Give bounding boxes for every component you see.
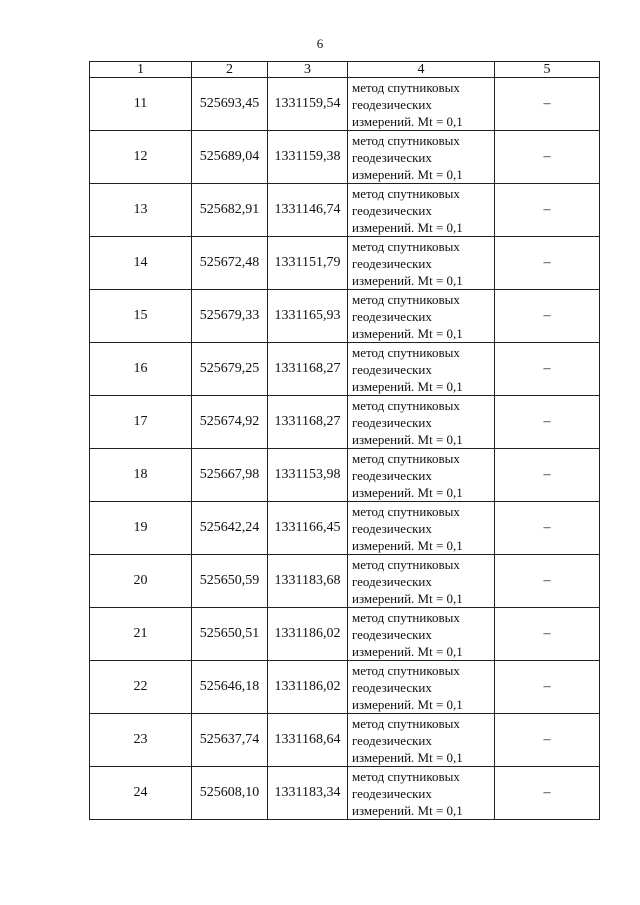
method-line: метод спутниковых bbox=[352, 556, 460, 572]
coordinate-y-cell: 1331186,02 bbox=[268, 661, 348, 714]
column-header-3: 3 bbox=[268, 62, 348, 78]
note-cell: – bbox=[495, 661, 600, 714]
table-row bbox=[90, 767, 600, 820]
coordinate-x-cell: 525667,98 bbox=[192, 449, 268, 502]
method-line: метод спутниковых bbox=[352, 79, 460, 95]
table-row bbox=[90, 290, 600, 343]
table-row bbox=[90, 237, 600, 290]
table-header-row bbox=[90, 62, 600, 78]
method-line: геодезических bbox=[352, 149, 432, 165]
point-number-cell: 15 bbox=[90, 290, 192, 343]
method-line: геодезических bbox=[352, 520, 432, 536]
method-line: метод спутниковых bbox=[352, 768, 460, 784]
coordinate-x-cell: 525608,10 bbox=[192, 767, 268, 820]
method-line: геодезических bbox=[352, 255, 432, 271]
method-line: геодезических bbox=[352, 96, 432, 112]
method-line: геодезических bbox=[352, 785, 432, 801]
note-cell: – bbox=[495, 290, 600, 343]
coordinates-table bbox=[89, 61, 600, 820]
method-line: геодезических bbox=[352, 202, 432, 218]
point-number-cell: 24 bbox=[90, 767, 192, 820]
point-number-cell: 16 bbox=[90, 343, 192, 396]
table-row bbox=[90, 184, 600, 237]
method-line: метод спутниковых bbox=[352, 344, 460, 360]
method-cell bbox=[348, 131, 495, 184]
note-cell: – bbox=[495, 131, 600, 184]
method-line: метод спутниковых bbox=[352, 503, 460, 519]
method-line: измерений. Mt = 0,1 bbox=[352, 431, 463, 447]
method-line: метод спутниковых bbox=[352, 238, 460, 254]
coordinate-x-cell: 525679,33 bbox=[192, 290, 268, 343]
coordinate-x-cell: 525682,91 bbox=[192, 184, 268, 237]
coordinate-y-cell: 1331186,02 bbox=[268, 608, 348, 661]
coordinate-x-cell: 525674,92 bbox=[192, 396, 268, 449]
note-cell: – bbox=[495, 502, 600, 555]
method-line: измерений. Mt = 0,1 bbox=[352, 696, 463, 712]
coordinate-x-cell: 525650,59 bbox=[192, 555, 268, 608]
method-line: метод спутниковых bbox=[352, 662, 460, 678]
coordinate-x-cell: 525679,25 bbox=[192, 343, 268, 396]
method-cell bbox=[348, 343, 495, 396]
table-row bbox=[90, 661, 600, 714]
method-line: метод спутниковых bbox=[352, 291, 460, 307]
method-line: измерений. Mt = 0,1 bbox=[352, 537, 463, 553]
method-cell bbox=[348, 78, 495, 131]
note-cell: – bbox=[495, 78, 600, 131]
note-cell: – bbox=[495, 449, 600, 502]
method-line: измерений. Mt = 0,1 bbox=[352, 378, 463, 394]
coordinate-y-cell: 1331159,54 bbox=[268, 78, 348, 131]
coordinate-x-cell: 525650,51 bbox=[192, 608, 268, 661]
method-cell bbox=[348, 449, 495, 502]
coordinate-y-cell: 1331168,27 bbox=[268, 343, 348, 396]
note-cell: – bbox=[495, 396, 600, 449]
table-row bbox=[90, 78, 600, 131]
method-line: измерений. Mt = 0,1 bbox=[352, 325, 463, 341]
method-line: метод спутниковых bbox=[352, 450, 460, 466]
coordinate-y-cell: 1331183,34 bbox=[268, 767, 348, 820]
method-line: геодезических bbox=[352, 308, 432, 324]
method-line: геодезических bbox=[352, 732, 432, 748]
point-number-cell: 18 bbox=[90, 449, 192, 502]
coordinate-y-cell: 1331153,98 bbox=[268, 449, 348, 502]
coordinate-x-cell: 525637,74 bbox=[192, 714, 268, 767]
method-cell bbox=[348, 184, 495, 237]
point-number-cell: 11 bbox=[90, 78, 192, 131]
method-line: геодезических bbox=[352, 467, 432, 483]
coordinate-x-cell: 525646,18 bbox=[192, 661, 268, 714]
point-number-cell: 20 bbox=[90, 555, 192, 608]
method-line: геодезических bbox=[352, 573, 432, 589]
column-header-1: 1 bbox=[90, 62, 192, 78]
method-line: метод спутниковых bbox=[352, 132, 460, 148]
table-row bbox=[90, 502, 600, 555]
method-line: измерений. Mt = 0,1 bbox=[352, 113, 463, 129]
method-line: измерений. Mt = 0,1 bbox=[352, 166, 463, 182]
note-cell: – bbox=[495, 184, 600, 237]
method-cell bbox=[348, 237, 495, 290]
point-number-cell: 14 bbox=[90, 237, 192, 290]
table-row bbox=[90, 449, 600, 502]
column-header-5: 5 bbox=[495, 62, 600, 78]
coordinate-x-cell: 525642,24 bbox=[192, 502, 268, 555]
method-line: геодезических bbox=[352, 414, 432, 430]
method-line: измерений. Mt = 0,1 bbox=[352, 749, 463, 765]
method-cell bbox=[348, 608, 495, 661]
method-cell bbox=[348, 555, 495, 608]
method-cell bbox=[348, 396, 495, 449]
coordinate-y-cell: 1331151,79 bbox=[268, 237, 348, 290]
table-row bbox=[90, 131, 600, 184]
method-cell bbox=[348, 661, 495, 714]
table-row bbox=[90, 555, 600, 608]
point-number-cell: 13 bbox=[90, 184, 192, 237]
point-number-cell: 17 bbox=[90, 396, 192, 449]
table-row bbox=[90, 343, 600, 396]
method-line: метод спутниковых bbox=[352, 185, 460, 201]
note-cell: – bbox=[495, 343, 600, 396]
note-cell: – bbox=[495, 767, 600, 820]
method-line: геодезических bbox=[352, 361, 432, 377]
method-line: измерений. Mt = 0,1 bbox=[352, 219, 463, 235]
table-row bbox=[90, 608, 600, 661]
method-cell bbox=[348, 502, 495, 555]
coordinate-x-cell: 525689,04 bbox=[192, 131, 268, 184]
point-number-cell: 23 bbox=[90, 714, 192, 767]
method-line: геодезических bbox=[352, 626, 432, 642]
column-header-2: 2 bbox=[192, 62, 268, 78]
table-row bbox=[90, 714, 600, 767]
coordinate-y-cell: 1331165,93 bbox=[268, 290, 348, 343]
method-line: метод спутниковых bbox=[352, 397, 460, 413]
point-number-cell: 22 bbox=[90, 661, 192, 714]
coordinate-y-cell: 1331159,38 bbox=[268, 131, 348, 184]
coordinate-x-cell: 525693,45 bbox=[192, 78, 268, 131]
coordinate-y-cell: 1331183,68 bbox=[268, 555, 348, 608]
method-cell bbox=[348, 714, 495, 767]
note-cell: – bbox=[495, 237, 600, 290]
point-number-cell: 21 bbox=[90, 608, 192, 661]
method-line: измерений. Mt = 0,1 bbox=[352, 590, 463, 606]
note-cell: – bbox=[495, 555, 600, 608]
coordinate-y-cell: 1331168,64 bbox=[268, 714, 348, 767]
method-line: метод спутниковых bbox=[352, 609, 460, 625]
point-number-cell: 12 bbox=[90, 131, 192, 184]
table-body bbox=[90, 78, 600, 820]
note-cell: – bbox=[495, 608, 600, 661]
coordinate-y-cell: 1331168,27 bbox=[268, 396, 348, 449]
method-cell bbox=[348, 767, 495, 820]
coordinate-y-cell: 1331146,74 bbox=[268, 184, 348, 237]
table-row bbox=[90, 396, 600, 449]
method-line: измерений. Mt = 0,1 bbox=[352, 484, 463, 500]
page-number: 6 bbox=[316, 36, 324, 51]
method-line: измерений. Mt = 0,1 bbox=[352, 802, 463, 818]
method-line: измерений. Mt = 0,1 bbox=[352, 643, 463, 659]
column-header-4: 4 bbox=[348, 62, 495, 78]
note-cell: – bbox=[495, 714, 600, 767]
method-line: геодезических bbox=[352, 679, 432, 695]
method-line: измерений. Mt = 0,1 bbox=[352, 272, 463, 288]
method-cell bbox=[348, 290, 495, 343]
coordinate-x-cell: 525672,48 bbox=[192, 237, 268, 290]
method-line: метод спутниковых bbox=[352, 715, 460, 731]
point-number-cell: 19 bbox=[90, 502, 192, 555]
coordinate-y-cell: 1331166,45 bbox=[268, 502, 348, 555]
